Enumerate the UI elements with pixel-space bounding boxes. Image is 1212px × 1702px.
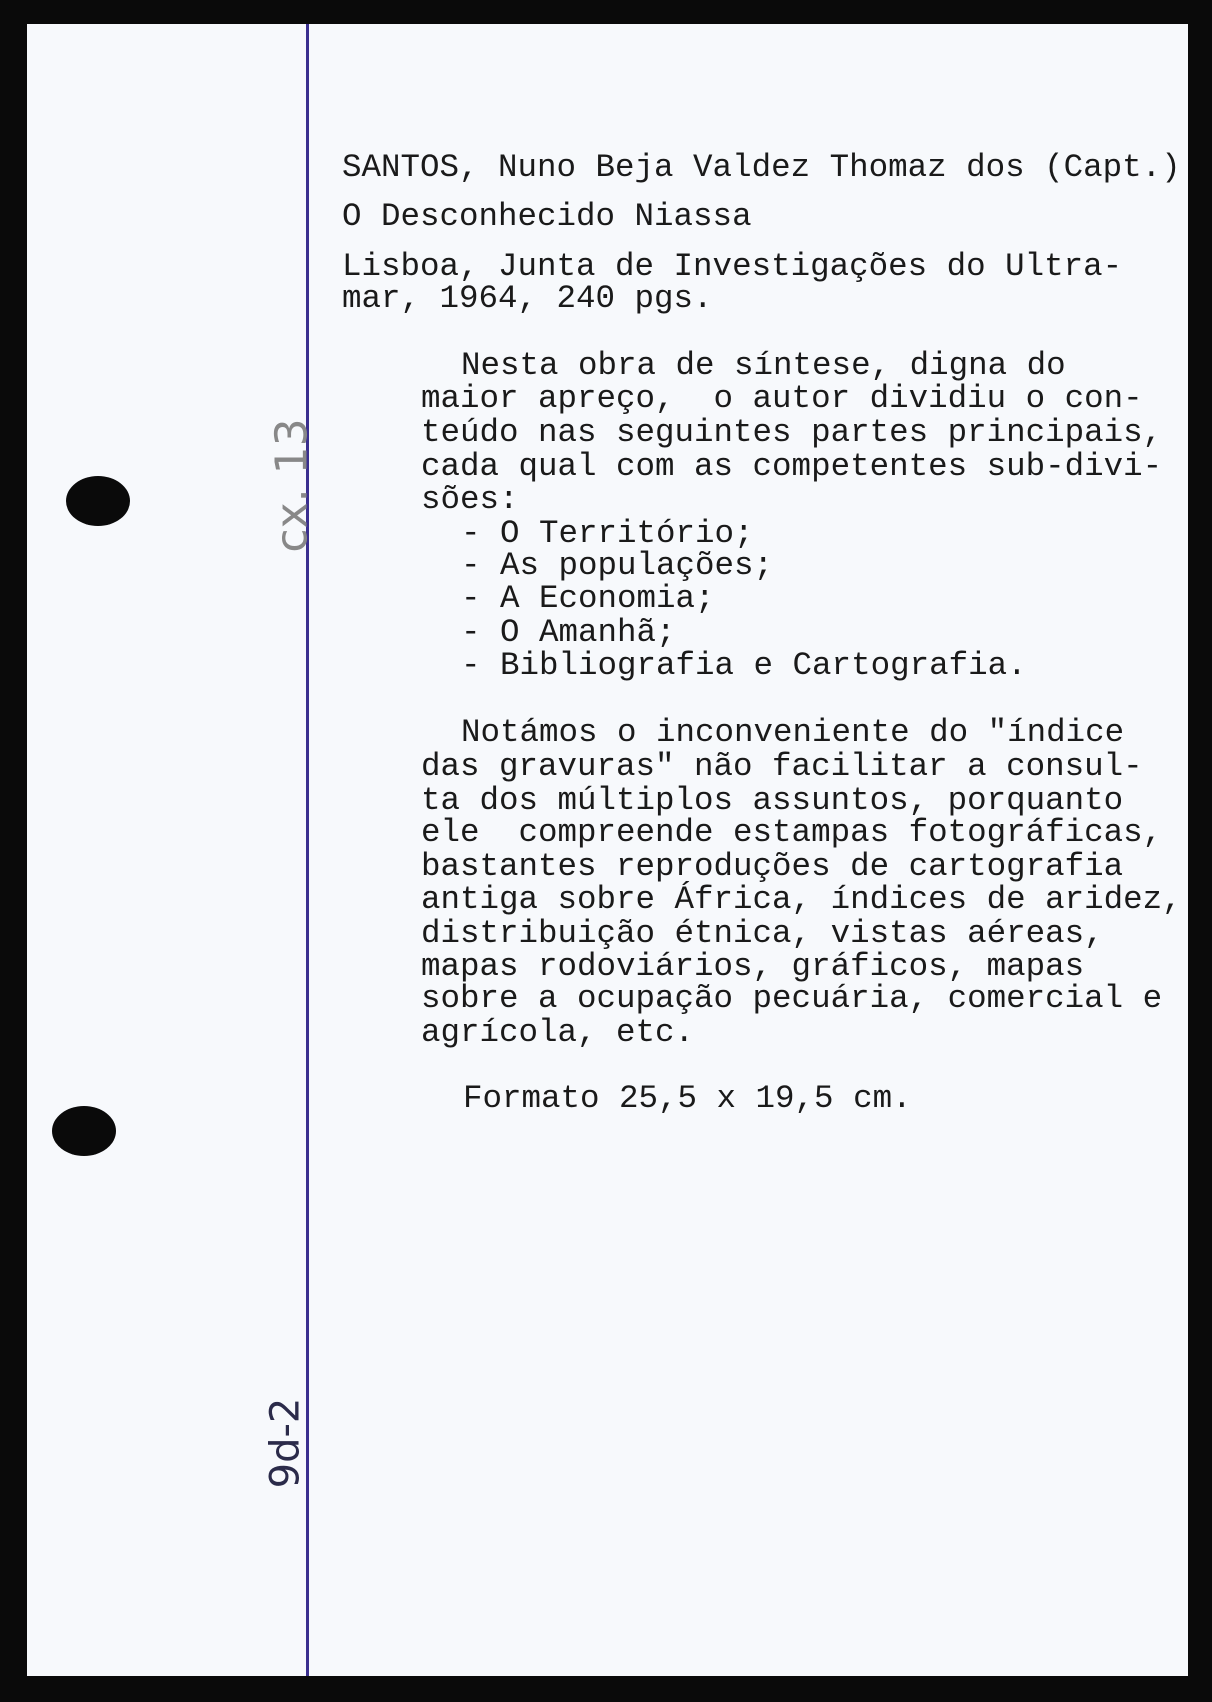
paragraph-line: bastantes reproduções de cartografia: [421, 848, 1124, 885]
paragraph-line: agrícola, etc.: [421, 1014, 695, 1051]
paragraph-line: distribuição étnica, vistas aéreas,: [421, 915, 1104, 952]
part-item: - O Território;: [461, 515, 754, 552]
publication-line: Lisboa, Junta de Investigações do Ultra-: [342, 248, 1123, 285]
paragraph-line: antiga sobre África, índices de aridez,: [421, 881, 1182, 918]
part-item: - O Amanhã;: [461, 614, 676, 651]
part-item: - Bibliografia e Cartografia.: [461, 647, 1027, 684]
paragraph-line: sões:: [421, 481, 519, 518]
paragraph-line: mapas rodoviários, gráficos, mapas: [421, 948, 1085, 985]
part-item: - A Economia;: [461, 580, 715, 617]
paragraph-line: teúdo nas seguintes partes principais,: [421, 414, 1163, 451]
paragraph-line: maior apreço, o autor dividiu o con-: [421, 380, 1143, 417]
publication-line: mar, 1964, 240 pgs.: [342, 280, 713, 317]
paragraph-line: Notámos o inconveniente do "índice: [461, 714, 1125, 751]
author: SANTOS, Nuno Beja Valdez Thomaz dos (Capt.): [342, 149, 1181, 186]
book-title: O Desconhecido Niassa: [342, 198, 752, 235]
handwritten-code: 9d-2: [262, 1397, 309, 1489]
paragraph-line: ta dos múltiplos assuntos, porquanto: [421, 782, 1124, 819]
paragraph-line: das gravuras" não facilitar a consul-: [421, 748, 1143, 785]
punch-hole: [66, 476, 130, 526]
handwritten-box-number: cx. 13: [266, 418, 318, 553]
paragraph-line: ele compreende estampas fotográficas,: [421, 814, 1163, 851]
format-line: Formato 25,5 x 19,5 cm.: [463, 1080, 912, 1117]
punch-hole: [52, 1106, 116, 1156]
part-item: - As populações;: [461, 547, 774, 584]
paragraph-line: sobre a ocupação pecuária, comercial e: [421, 980, 1163, 1017]
paragraph-line: cada qual com as competentes sub-divi-: [421, 448, 1163, 485]
paragraph-line: Nesta obra de síntese, digna do: [461, 347, 1066, 384]
